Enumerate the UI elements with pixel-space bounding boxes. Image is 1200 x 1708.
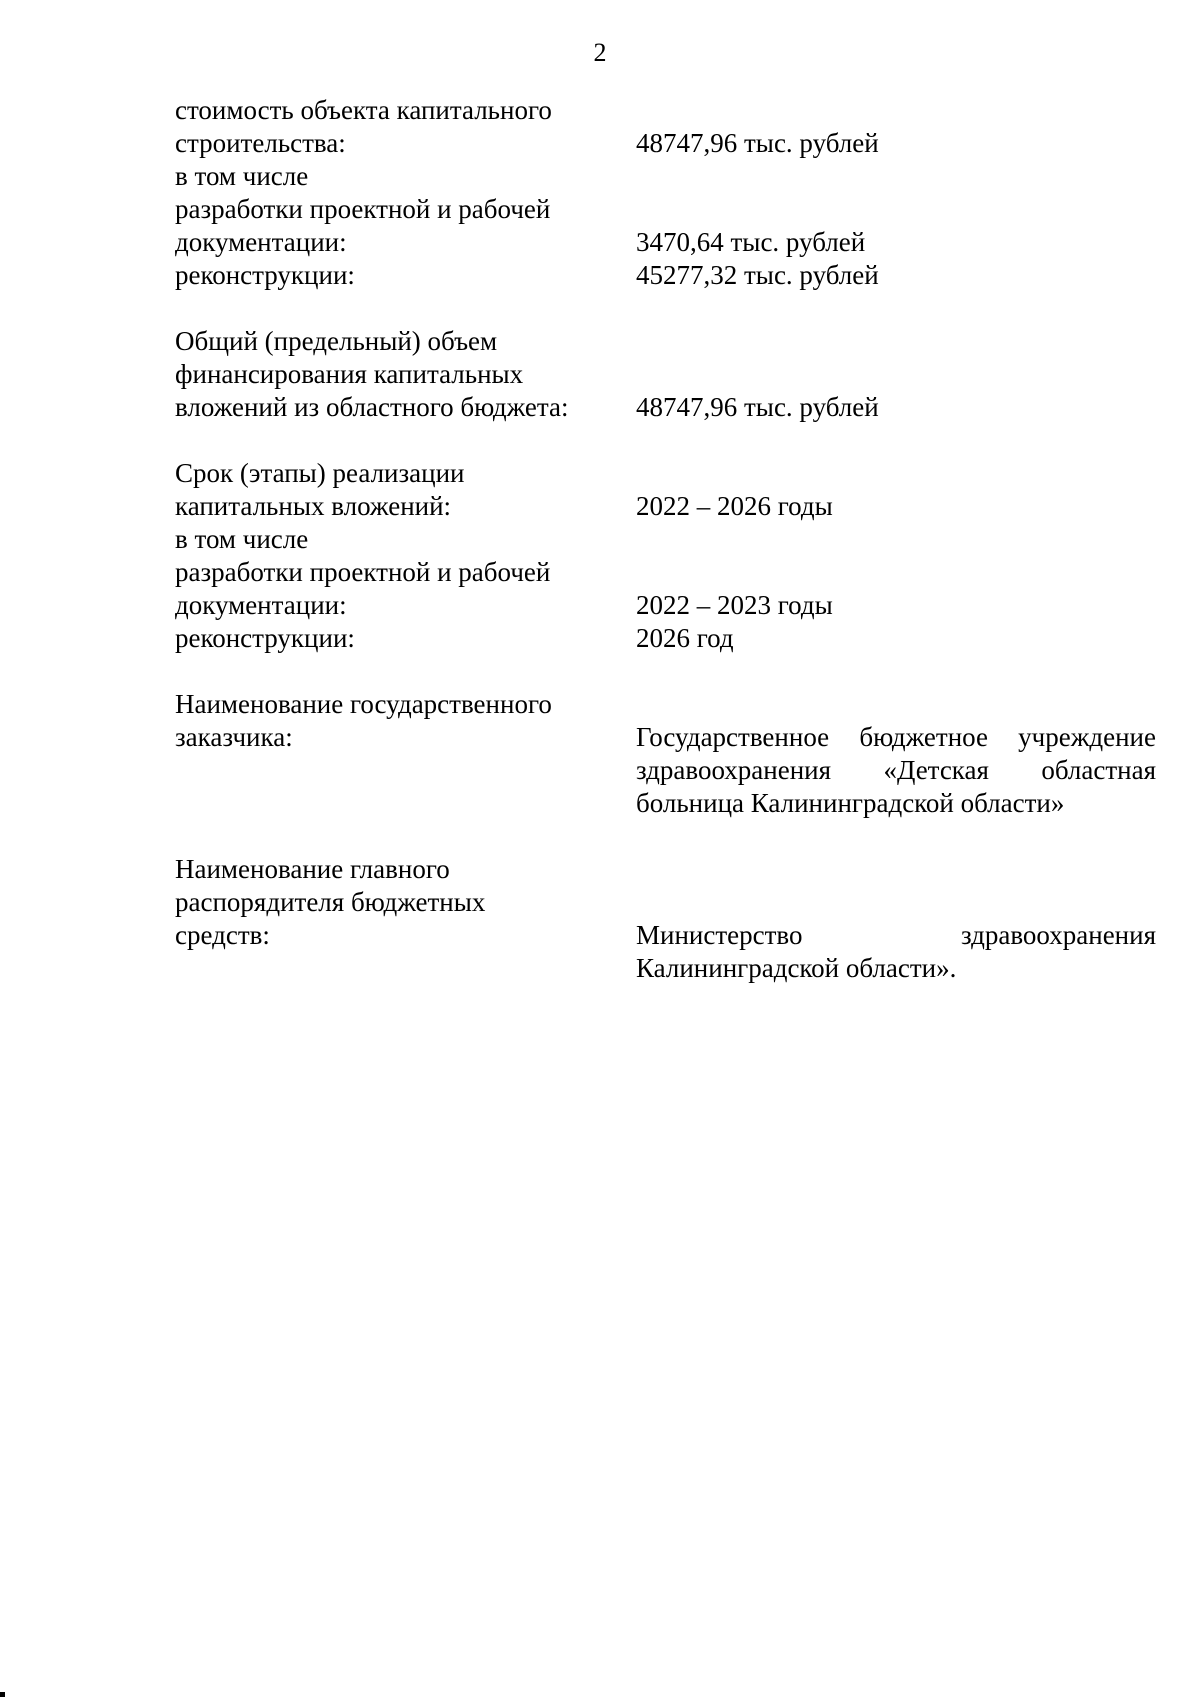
cost-total-value: 48747,96 тыс. рублей [636,128,879,158]
term-label-line-4: разработки проектной и рабочей [175,557,551,587]
term-label-line-1: Срок (этапы) реализации [175,458,465,488]
cost-label-line-6: реконструкции: [175,260,355,290]
cost-label-line-2: строительства: [175,128,346,158]
manager-label-line-2: распорядителя бюджетных [175,887,486,917]
cost-reconstruction-value: 45277,32 тыс. рублей [636,260,879,290]
cost-label-line-3: в том числе [175,161,309,191]
cost-label-line-4: разработки проектной и рабочей [175,194,551,224]
page-number: 2 [593,38,607,67]
manager-label-line-1: Наименование главного [175,854,450,884]
financing-label-line-2: финансирования капитальных [175,359,524,389]
term-label-line-6: реконструкции: [175,623,355,653]
customer-value-line-2: здравоохранения «Детская областная [636,755,1156,785]
term-design-value: 2022 – 2023 годы [636,590,833,620]
scan-artifact [0,1692,5,1697]
cost-label-line-5: документации: [175,227,347,257]
customer-value [636,721,1156,820]
manager-value [636,919,1156,985]
customer-value-line-3: больница Калининградской области» [636,788,1065,818]
financing-label-line-3: вложений из областного бюджета: [175,392,569,422]
cost-design-value: 3470,64 тыс. рублей [636,227,866,257]
financing-value: 48747,96 тыс. рублей [636,392,879,422]
customer-label-line-2: заказчика: [175,722,293,752]
term-reconstruction-value: 2026 год [636,623,734,653]
term-label-line-2: капитальных вложений: [175,491,452,521]
manager-value-line-2: Калининградской области». [636,953,957,983]
customer-value-line-1: Государственное бюджетное учреждение [636,722,1156,752]
manager-label-line-3: средств: [175,920,270,950]
term-total-value: 2022 – 2026 годы [636,491,833,521]
cost-label-line-1: стоимость объекта капитального [175,95,552,125]
customer-label-line-1: Наименование государственного [175,689,552,719]
term-label-line-3: в том числе [175,524,309,554]
manager-value-line-1: Министерство здравоохранения [636,920,1156,950]
financing-label-line-1: Общий (предельный) объем [175,326,498,356]
term-label-line-5: документации: [175,590,347,620]
